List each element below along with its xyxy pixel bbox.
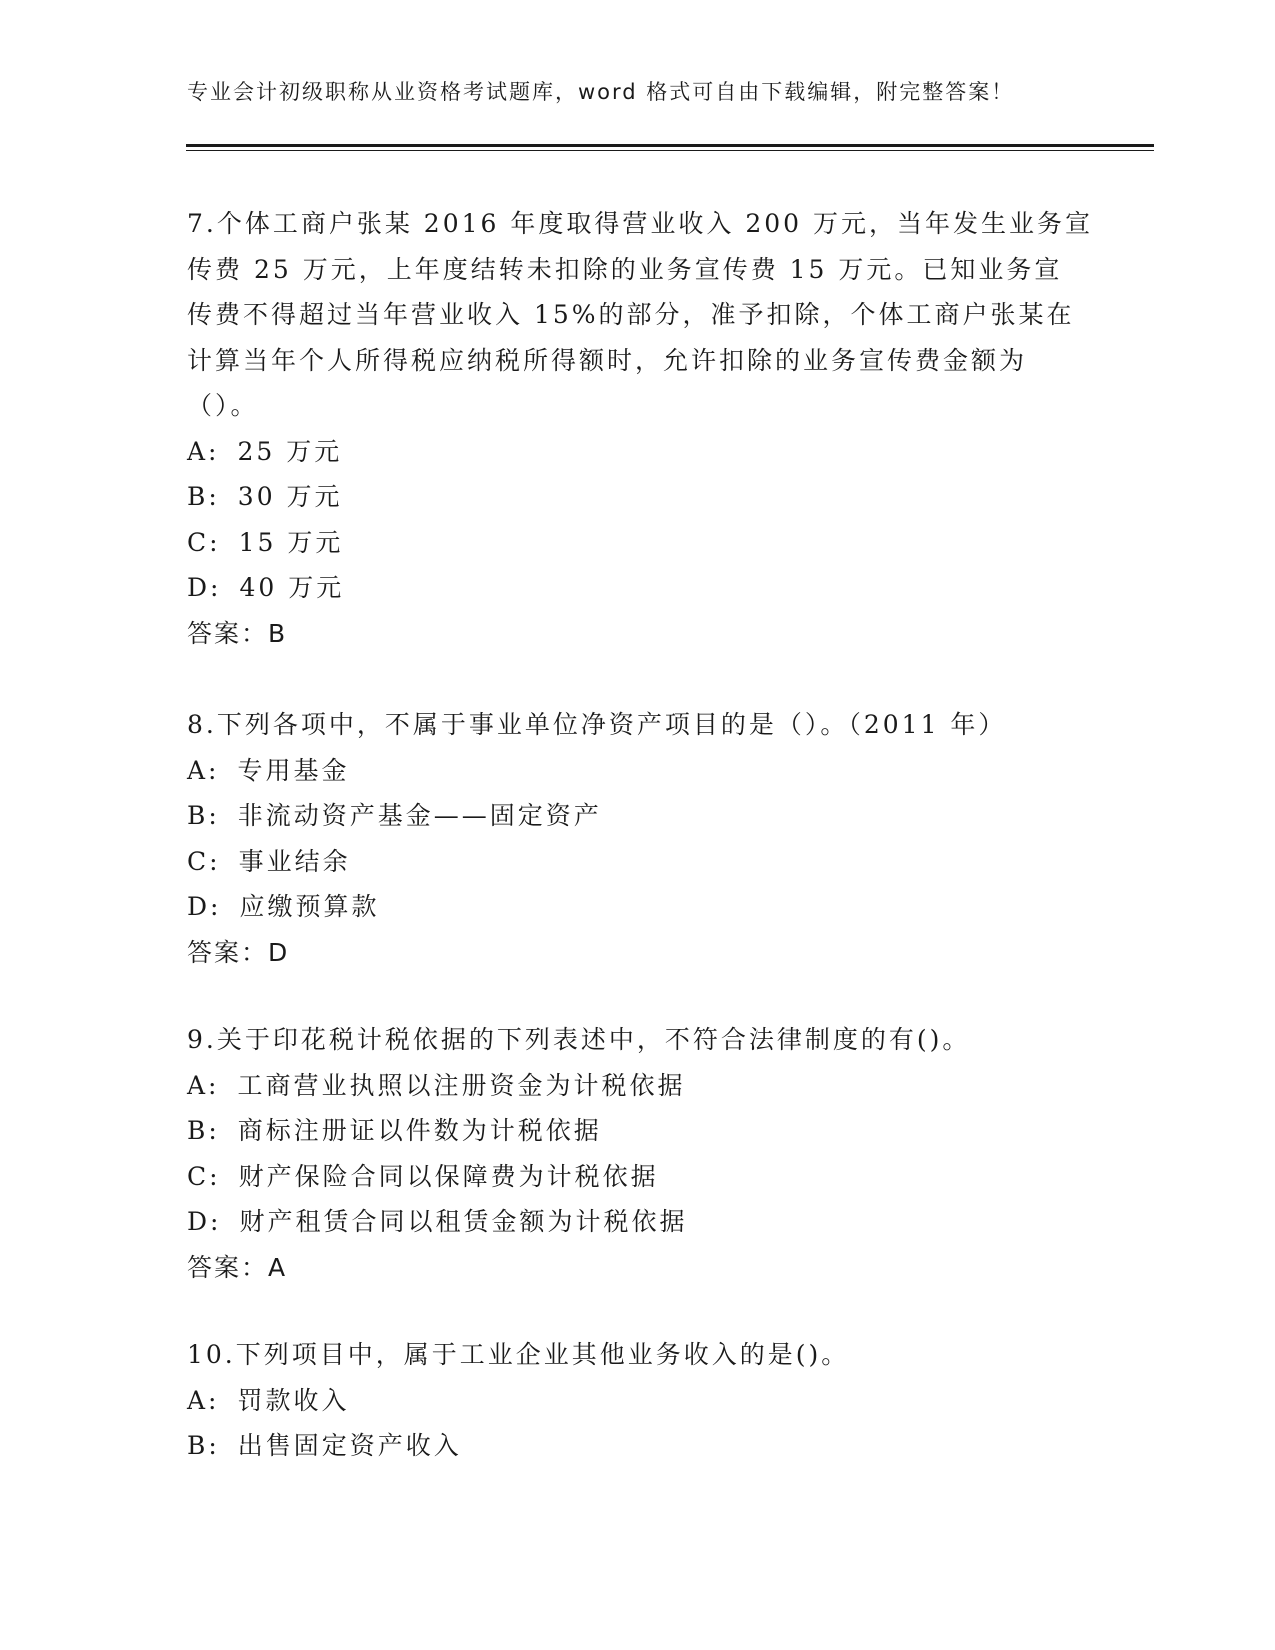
option-c [187,839,1087,885]
option-key: B: [187,801,220,830]
question-stem-line: 计算当年个人所得税应纳税所得额时，允许扣除的业务宣传费金额为 [187,345,1028,375]
option-text: 财产保险合同以保障费为计税依据 [238,1161,659,1191]
question-7 [187,201,1093,656]
option-key: B: [187,1116,220,1145]
option-key: C: [187,846,221,876]
answer-line: 答案：A [187,1252,288,1282]
option-text: 商标注册证以件数为计税依据 [237,1116,602,1145]
option-b [187,793,1087,839]
option-a [187,1063,1087,1109]
option-b [187,1423,1087,1469]
question-stem-line: （）。 [187,391,259,420]
option-key: D: [187,892,222,921]
option-a [187,429,1087,475]
option-text: 专用基金 [237,755,350,785]
option-key: D: [187,1207,222,1236]
option-text: 出售固定资产收入 [237,1431,462,1460]
option-b [187,474,1087,520]
option-text: 应缴预算款 [239,892,380,921]
answer-line: 答案：B [187,618,288,648]
question-9 [187,1017,1087,1290]
option-key: A: [187,755,220,785]
answer-line: 答案：D [187,937,290,967]
question-stem-line: 7.个体工商户张某 2016 年度取得营业收入 200 万元，当年发生业务宣 [187,209,1093,238]
page-header: 专业会计初级职称从业资格考试题库，word 格式可自由下载编辑，附完整答案！ [187,80,1015,104]
option-b [187,1108,1087,1154]
option-text: 25 万元 [237,436,343,466]
option-key: B: [187,1431,220,1460]
option-key: A: [187,1385,220,1415]
option-text: 罚款收入 [237,1385,350,1415]
option-key: C: [187,1161,221,1191]
option-key: A: [187,1070,220,1100]
question-8 [187,702,1087,975]
option-a [187,748,1087,794]
option-text: 40 万元 [239,573,345,602]
option-key: B: [187,482,220,511]
option-text: 财产租赁合同以租赁金额为计税依据 [239,1207,688,1236]
option-d [187,884,1087,930]
option-a [187,1378,1087,1424]
header-rule-thin [186,150,1154,151]
option-key: D: [187,573,222,602]
question-stem-line: 8.下列各项中，不属于事业单位净资产项目的是（）。（2011 年） [187,710,1007,739]
header-rule-thick [186,144,1154,147]
option-c [187,520,1087,566]
option-key: C: [187,527,221,557]
option-text: 事业结余 [238,846,351,876]
option-text: 15 万元 [238,527,344,557]
question-10 [187,1332,1087,1469]
option-d [187,1199,1087,1245]
question-stem-line: 9.关于印花税计税依据的下列表述中，不符合法律制度的有()。 [187,1025,971,1054]
option-text: 工商营业执照以注册资金为计税依据 [237,1070,686,1100]
question-stem-line: 传费不得超过当年营业收入 15%的部分，准予扣除，个体工商户张某在 [187,300,1075,329]
option-d [187,565,1087,611]
option-key: A: [187,436,220,466]
option-c [187,1154,1087,1200]
question-stem-line: 10.下列项目中，属于工业企业其他业务收入的是()。 [187,1340,850,1369]
option-text: 非流动资产基金——固定资产 [237,801,602,830]
question-stem-line: 传费 25 万元，上年度结转未扣除的业务宣传费 15 万元。已知业务宣 [187,254,1063,284]
option-text: 30 万元 [237,482,343,511]
